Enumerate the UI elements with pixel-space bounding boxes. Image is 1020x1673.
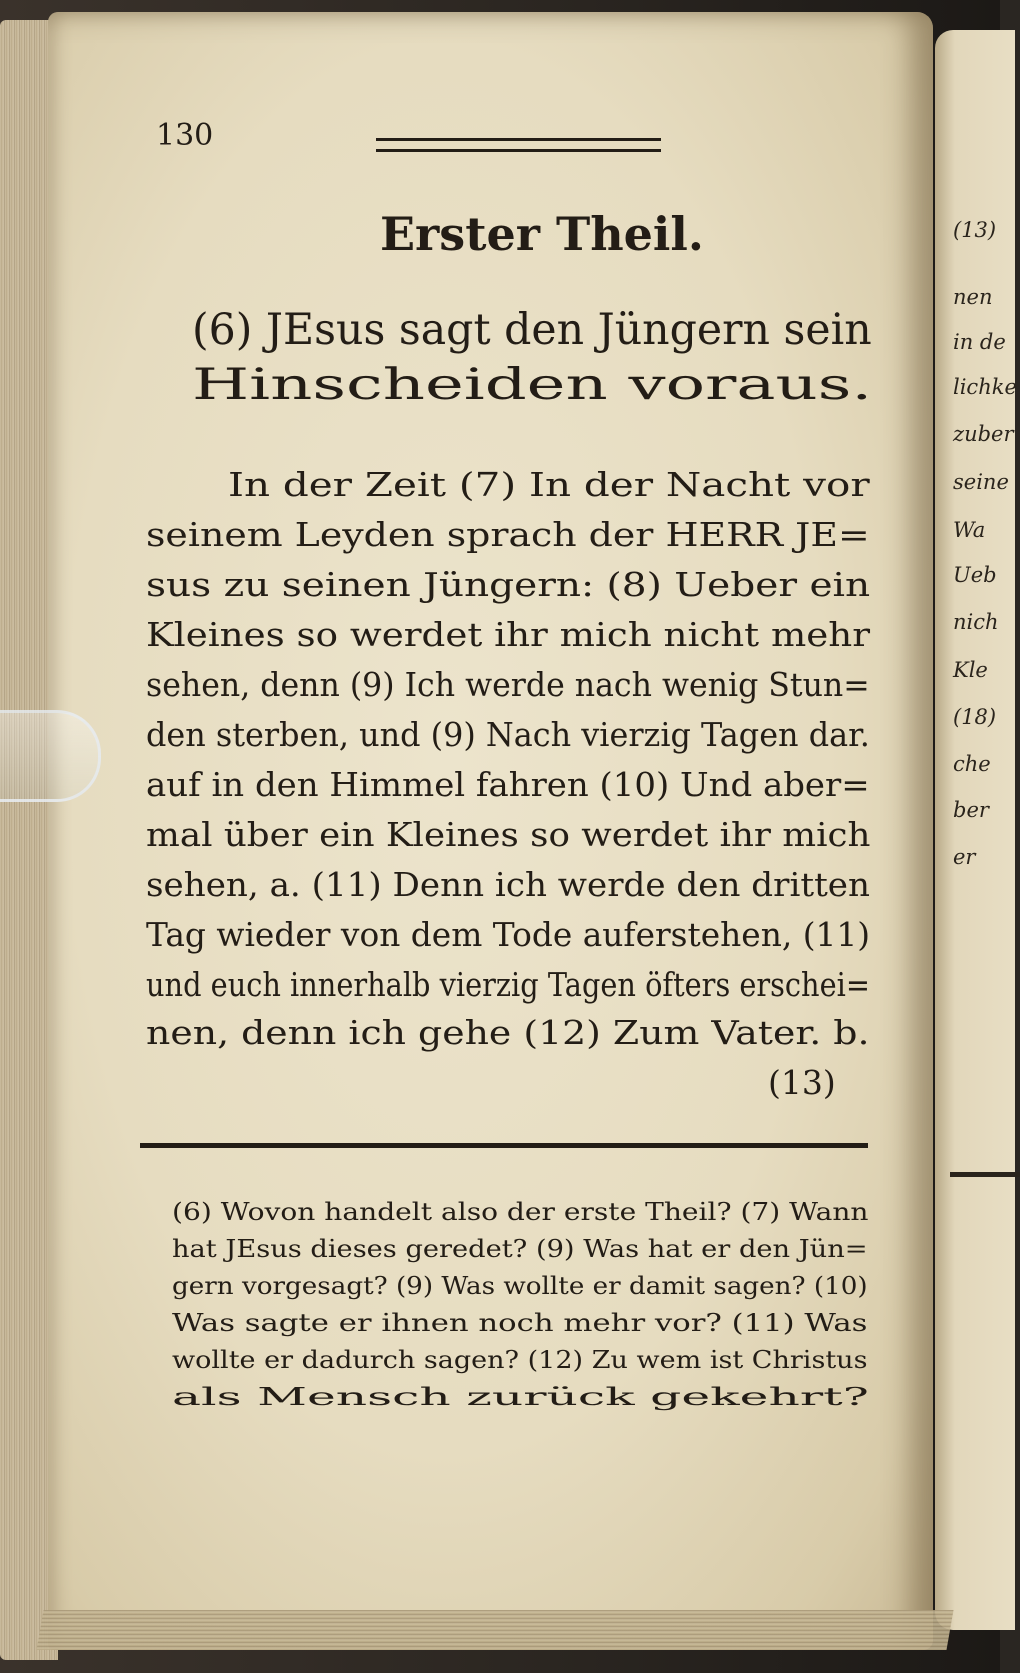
facing-fragment: er bbox=[953, 845, 976, 869]
body-line: sus zu seinen Jüngern: (8) Ueber ein bbox=[146, 565, 871, 604]
body-line: den sterben, und (9) Nach vierzig Tagen dar. bbox=[146, 715, 870, 754]
body-line: mal über ein Kleines so werdet ihr mich bbox=[146, 815, 871, 854]
footnote-line: hat JEsus dieses geredet? (9) Was hat er den Jün= bbox=[172, 1235, 868, 1263]
footnote-rule bbox=[140, 1143, 868, 1148]
facing-fragment: Kle bbox=[953, 658, 988, 682]
catchword: (13) bbox=[768, 1063, 836, 1102]
facing-fragment: Ueb bbox=[953, 563, 997, 587]
facing-fragment: nen bbox=[953, 285, 993, 309]
body-line: seinem Leyden sprach der HERR JE= bbox=[146, 515, 870, 554]
body-line: In der Zeit (7) In der Nacht vor bbox=[228, 465, 870, 504]
facing-fragment: (18) bbox=[953, 705, 997, 729]
facing-fragment: zuber bbox=[953, 422, 1014, 446]
body-line: Tag wieder von dem Tode auferstehen, (11) bbox=[146, 915, 871, 954]
page-number: 130 bbox=[156, 118, 214, 153]
footnote-line: Was sagte er ihnen noch mehr vor? (11) Was bbox=[172, 1309, 868, 1337]
facing-fragment: Wa bbox=[953, 518, 986, 542]
facing-page-rule bbox=[950, 1172, 1020, 1177]
body-line: auf in den Himmel fahren (10) Und aber= bbox=[146, 765, 870, 804]
facing-fragment: seine bbox=[953, 470, 1009, 494]
page-clip bbox=[0, 710, 101, 802]
facing-fragment: lichke bbox=[953, 375, 1017, 399]
header-rule bbox=[376, 138, 661, 152]
body-line: sehen, a. (11) Denn ich werde den dritten bbox=[146, 865, 870, 904]
heading-line: Hinscheiden voraus. bbox=[192, 360, 873, 410]
footnote-line: als Mensch zurück gekehrt? bbox=[172, 1383, 869, 1411]
page-stack-bottom bbox=[36, 1610, 953, 1650]
body-line: Kleines so werdet ihr mich nicht mehr bbox=[146, 615, 871, 654]
facing-fragment: che bbox=[953, 752, 991, 776]
facing-fragment: nich bbox=[953, 610, 999, 634]
footnote-line: (6) Wovon handelt also der erste Theil? (7) Wann bbox=[172, 1198, 869, 1226]
footnote-line: wollte er dadurch sagen? (12) Zu wem ist Christus bbox=[172, 1346, 868, 1374]
body-line: und euch innerhalb vierzig Tagen öfters erschei= bbox=[146, 965, 870, 1004]
facing-fragment: ber bbox=[953, 798, 989, 822]
heading-line: (6) JEsus sagt den Jüngern sein bbox=[192, 305, 872, 355]
section-title: Erster Theil. bbox=[380, 207, 704, 261]
body-line: sehen, denn (9) Ich werde nach wenig Stun= bbox=[146, 665, 870, 704]
facing-fragment: in de bbox=[953, 330, 1006, 354]
footnote-line: gern vorgesagt? (9) Was wollte er damit sagen? (10) bbox=[172, 1272, 868, 1300]
body-line: nen, denn ich gehe (12) Zum Vater. b. bbox=[146, 1013, 870, 1052]
facing-fragment: (13) bbox=[953, 218, 997, 242]
facing-page bbox=[935, 30, 1015, 1630]
